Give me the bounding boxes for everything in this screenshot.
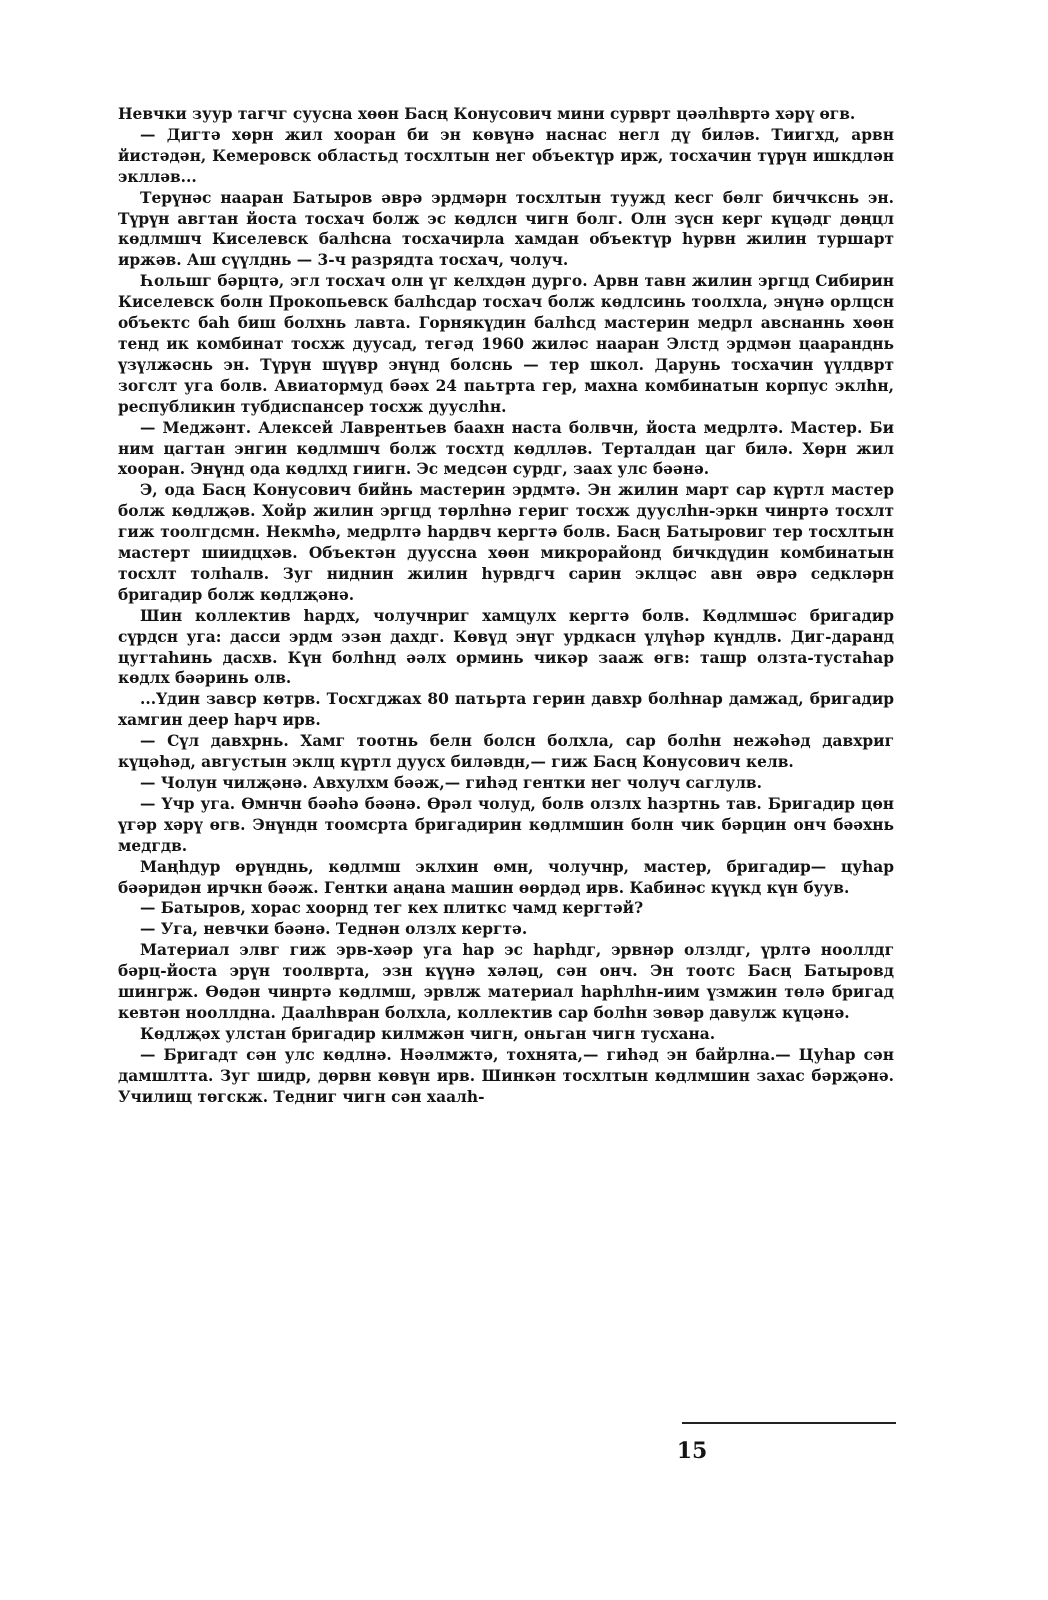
paragraph: Көдлҗәх улстан бригадир килмжән чигн, оньган чигн тусхана. [140, 1024, 716, 1043]
paragraph: — Үчр уга. Өмнчн бәәһә бәәнә. Өрәл чолуд, болв олзлх һазртнь тав. Бригадир цөн үгәр хәрү өгв. Энүндн тоомсрта бригадирин көдлмшин болн чик бәрцин онч бәәхнь медгдв. [118, 794, 894, 855]
paragraph: Шин коллектив һардх, чолучнриг хамцулх кергтә болв. Көдлмшәс бригадир сүрдсн уга: дасси эрдм эзән дахдг. Көвүд энүг урдкасн үлүһәр күндлв. Диг-даранд цугтаһинь дасхв. Күн болһнд әәлх орминь чикәр зааж өгв: ташр олзта-тустаһар көдлх бәәринь олв. [118, 606, 894, 688]
paragraph: Маңһдур өрүнднь, көдлмш эклхин өмн, чолучнр, мастер, бригадир— цуһар бәәридән ирчкн бәәж. Гентки аңана машин өөрдәд ирв. Кабинәс күүкд күн буув. [118, 857, 894, 897]
paragraph: Терүнәс нааран Батыров әврә эрдмәрн тосхлтын туужд кесг бөлг биччкснь эн. Түрүн авгтан йоста тосхач болж эс көдлсн чигн болг. Олн зүсн керг күцәдг дөңцл көдлмшч Киселевск балһсна тосхачирла хамдан объектүр һурвн жилин туршарт иржәв. Аш сүүлднь — 3-ч разрядта тосхач, чолуч. [118, 188, 894, 270]
page-number: 15 [676, 1438, 708, 1464]
paragraph: — Сүл давхрнь. Хамг тоотнь белн болсн болхла, сар болһн нежәһәд давхриг күцәһәд, августын эклц күртл дуусх биләвдн,— гиж Басң Конусович келв. [118, 732, 894, 772]
page-text-block [118, 104, 894, 1108]
paragraph: Невчки зуур тагчг суусна хөөн Басң Конусович мини сурврт цәәлһвртә хәрү өгв. [118, 105, 856, 123]
paragraph: Материал элвг гиж эрв-хәәр уга һар эс һарһдг, эрвнәр олзлдг, үрлтә нооллдг бәрц-йоста эрүн тоолврта, эзн күүнә хәләц, сән онч. Эн тоотс Басң Батыровд шингрж. Өөдән чинртә көдлмш, эрвлж материал һарһлһн-иим үзмжин төлә бригад кевтән нооллдна. Даалһвран болхла, коллектив сар болһн зөвәр давулж күцәнә. [118, 941, 894, 1022]
paragraph: ...Үдин завср көтрв. Тосхгджах 80 патьртa герин давхр болһнар дамжад, бригадир хамгин деер һарч ирв. [118, 690, 894, 730]
paragraph: — Дигтә хөрн жил хооран би эн көвүнә наснас негл дү биләв. Тиигхд, арвн йистәдән, Кемеровск областьд тосхлтын нег объектүр ирж, тосхачин түрүн ишкдлән эклләв... [118, 125, 894, 186]
paragraph: — Уга, невчки бәәнә. Теднән олзлх кергтә. [140, 920, 528, 939]
paragraph: — Меджәнт. Алексей Лаврентьев баахн наста болвчн, йоста медрлтә. Мастер. Би ним цагтан энгин көдлмшч болж тосхтд көдлләв. Терталдан цаг билә. Хөрн жил хооран. Энүнд ода көдлхд гиигн. Эс медсән сурдг, заах улс бәәнә. [118, 418, 894, 479]
paragraph: — Бригадт сән улс көдлнә. Нәәлмжтә, тохнята,— гиһәд эн байрлна.— Цуһар сән дамшлтта. Зуг шидр, дөрвн көвүн ирв. Шинкән тосхлтын көдлмшин захас бәрҗәнә. Училищ төгскж. Тедниг чигн сән хаалһ- [118, 1045, 894, 1106]
footer-rule [682, 1422, 896, 1424]
paragraph: — Батыров, хорас хоорнд тег кех плиткс чамд кергтәй? [140, 899, 644, 918]
paragraph: Э, ода Басң Конусович бийнь мастерин эрдмтә. Эн жилин март сар күртл мастер болж көдлҗәв. Хойр жилин эргцд төрлһнә гериг тосхж дууслһн-эркн чинртә тосхлт гиж тоолгдсмн. Некмһә, медрлтә һардвч кергтә болв. Басң Батыровиг тер тосхлтын мастерт шиидцхәв. Объектән дууссна хөөн микрорайонд бичкдүдин комбинатын тосхлт толһалв. Зуг ниднин жилин һурвдгч сарин эклцәс авн әврә седкләрн бригадир болж көдлҗәнә. [118, 481, 894, 604]
paragraph: — Чолун чилҗәнә. Авхулхм бәәж,— гиһәд гентки нег чолуч саглулв. [140, 774, 762, 792]
paragraph: Һольшг бәрцтә, эгл тосхач олн үг келхдән дурго. Арвн тавн жилин эргцд Сибирин Киселевск болн Прокопьевск балһсдар тосхач болж көдлсинь тоолхла, энүнә орлцсн объектс бaһ биш болхнь лавта. Горнякүдин балһсд мастерин медрл авснаннь хөөн тенд ик комбинат тосхж дуусад, тегәд 1960 жиләс нааран Элстд эрдмән цааранднь үзүлжәснь эн. Түрүн шүүвр энүнд болснь — тер школ. Дарунь тосхачин үүлдврт зогслт уга болв. Авиатормуд бәәх 24 паьтртa гер, махна комбинатын корпус эклһн, республикин тубдиспансер тосхж дууслһн. [118, 272, 894, 416]
